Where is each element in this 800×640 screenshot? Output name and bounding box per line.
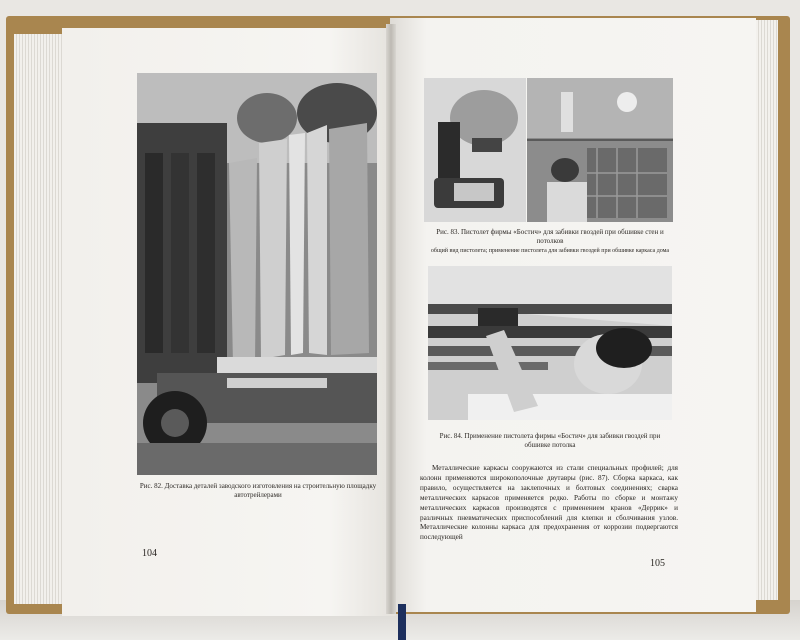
body-paragraph: Металлические каркасы сооружаются из стали специальных профилей; для колонн применяются широкополочные двутавры (рис. 87). Сборка каркаса, как правило, осуществляется на заклепочных и болтовых соединениях; сварка металлических каркасов применяется редко. Работы по сборке и монтажу металлических каркасов производятся с применением кранов «Деррик» и различных пневматических приспособлений для клепки и сболчивания узлов. Металлические колонны каркаса для предохранения от коррозии подвергаются последующей	[420, 464, 678, 542]
figure-83-wall-photo	[527, 78, 673, 222]
book-gutter	[386, 24, 396, 614]
figure-82-caption: Рис. 82. Доставка деталей заводского изготовления на строительную площадку автотрейлерами	[139, 482, 377, 499]
left-page-number: 104	[142, 548, 157, 559]
figure-84-photo	[428, 266, 672, 420]
figure-84-caption: Рис. 84. Применение пистолета фирмы «Бостич» для забивки гвоздей при обшивке потолка	[439, 432, 661, 449]
figure-83-subcaption: общий вид пистолета; применение пистолета для забивки гвоздей при обшивке каркаса дома	[430, 248, 670, 254]
figure-82-photo	[137, 73, 377, 475]
body-text	[420, 464, 678, 543]
right-page-number: 105	[650, 558, 665, 569]
figure-83-stapler-photo	[424, 78, 526, 222]
bookmark-ribbon	[398, 604, 406, 640]
figure-83-caption: Рис. 83. Пистолет фирмы «Бостич» для забивки гвоздей при обшивке стен и потолков	[436, 228, 664, 245]
